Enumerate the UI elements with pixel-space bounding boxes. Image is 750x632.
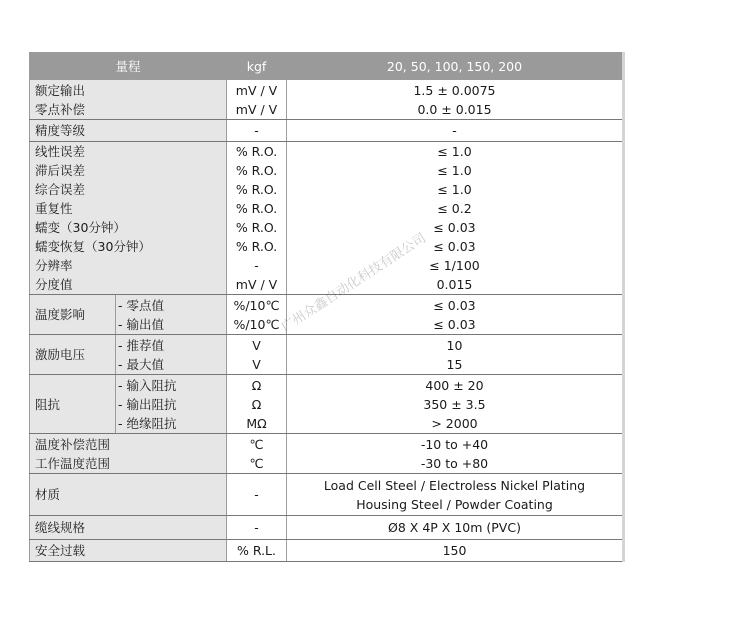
unit-input-impedance: Ω xyxy=(251,377,262,393)
unit-zero-balance: mV / V xyxy=(235,101,278,117)
row-cable xyxy=(30,516,624,540)
label-accuracy: 精度等级 xyxy=(30,120,227,142)
row-excitation xyxy=(30,335,624,375)
label-linearity: 线性误差 xyxy=(35,144,86,159)
value-input-impedance: 400 ± 20 xyxy=(425,377,484,393)
label-rated-output: 额定输出 xyxy=(35,82,86,98)
value-zero-balance: 0.0 ± 0.015 xyxy=(417,101,492,117)
unit-temp-effect xyxy=(227,295,287,335)
row-material xyxy=(30,474,624,516)
row-impedance xyxy=(30,375,624,434)
label-creep-recovery: 蠕变恢复（30分钟） xyxy=(35,239,151,254)
sub-zero-value: - 零点值 xyxy=(118,297,164,313)
header-range: 量程 xyxy=(30,53,227,80)
unit-creep-recovery: % R.O. xyxy=(235,239,278,254)
value-output xyxy=(287,80,624,120)
row-temp-effect xyxy=(30,295,624,335)
label-cable: 缆线规格 xyxy=(30,516,227,540)
unit-temp-zero: %/10℃ xyxy=(233,297,280,313)
value-repeatability: ≤ 0.2 xyxy=(437,201,472,216)
header-row xyxy=(30,53,624,80)
spec-table xyxy=(29,52,625,562)
unit-linearity: % R.O. xyxy=(235,144,278,159)
value-rated-output: 1.5 ± 0.0075 xyxy=(413,82,496,98)
unit-maximum: V xyxy=(252,356,261,372)
value-maximum: 15 xyxy=(446,356,463,372)
unit-cable: - xyxy=(227,516,287,540)
value-operating-range: -30 to +80 xyxy=(420,455,489,471)
label-operating-range: 工作温度范围 xyxy=(35,455,111,471)
value-temp-output: ≤ 0.03 xyxy=(433,316,476,332)
value-recommended: 10 xyxy=(446,337,463,353)
label-combined-error: 综合误差 xyxy=(35,182,86,197)
value-compensated-range: -10 to +40 xyxy=(420,436,489,452)
sub-maximum: - 最大值 xyxy=(118,356,164,372)
sub-recommended: - 推荐值 xyxy=(118,337,164,353)
unit-material: - xyxy=(227,474,287,516)
value-insulation-impedance: > 2000 xyxy=(431,415,478,431)
unit-output xyxy=(227,80,287,120)
unit-output-impedance: Ω xyxy=(251,396,262,412)
unit-insulation-impedance: MΩ xyxy=(246,415,267,431)
value-resolution: ≤ 1/100 xyxy=(429,258,480,273)
header-value: 20, 50, 100, 150, 200 xyxy=(287,53,624,80)
value-impedance xyxy=(287,375,624,434)
value-temp-zero: ≤ 0.03 xyxy=(433,297,476,313)
label-division: 分度值 xyxy=(35,277,73,292)
value-material xyxy=(287,474,624,516)
value-combined-error: ≤ 1.0 xyxy=(437,182,472,197)
label-resolution: 分辨率 xyxy=(35,258,73,273)
value-temp-range xyxy=(287,434,624,474)
sub-impedance xyxy=(116,375,227,434)
unit-compensated-range: ℃ xyxy=(249,436,264,452)
row-errors xyxy=(30,142,624,295)
label-impedance: 阻抗 xyxy=(30,375,116,434)
label-creep: 蠕变（30分钟） xyxy=(35,220,126,235)
param-temp-range xyxy=(30,434,227,474)
value-accuracy: - xyxy=(287,120,624,142)
value-division: 0.015 xyxy=(436,277,473,292)
unit-operating-range: ℃ xyxy=(249,455,264,471)
value-hysteresis: ≤ 1.0 xyxy=(437,163,472,178)
unit-accuracy: - xyxy=(227,120,287,142)
unit-division: mV / V xyxy=(235,277,278,292)
unit-creep: % R.O. xyxy=(235,220,278,235)
unit-hysteresis: % R.O. xyxy=(235,163,278,178)
watermark-text: 广州众鑫自动化科技有限公司 xyxy=(279,230,429,336)
label-hysteresis: 滞后误差 xyxy=(35,163,86,178)
unit-resolution: - xyxy=(254,258,259,273)
value-material-load-cell: Load Cell Steel / Electroless Nickel Plating xyxy=(323,477,586,493)
sub-output-impedance: - 输出阻抗 xyxy=(118,396,177,412)
value-linearity: ≤ 1.0 xyxy=(437,144,472,159)
sub-output-value: - 输出值 xyxy=(118,316,164,332)
label-repeatability: 重复性 xyxy=(35,201,73,216)
row-accuracy xyxy=(30,120,624,142)
unit-errors xyxy=(227,142,287,295)
param-errors xyxy=(30,142,227,295)
unit-temp-output: %/10℃ xyxy=(233,316,280,332)
row-overload xyxy=(30,540,624,562)
row-output xyxy=(30,80,624,120)
label-compensated-range: 温度补偿范围 xyxy=(35,436,111,452)
unit-impedance xyxy=(227,375,287,434)
label-material: 材质 xyxy=(30,474,227,516)
value-excitation xyxy=(287,335,624,375)
value-output-impedance: 350 ± 3.5 xyxy=(423,396,486,412)
label-temp-effect: 温度影响 xyxy=(30,295,116,335)
unit-rated-output: mV / V xyxy=(235,82,278,98)
unit-combined-error: % R.O. xyxy=(235,182,278,197)
sub-temp-effect xyxy=(116,295,227,335)
unit-excitation xyxy=(227,335,287,375)
unit-temp-range xyxy=(227,434,287,474)
value-errors xyxy=(287,142,624,295)
unit-repeatability: % R.O. xyxy=(235,201,278,216)
header-unit: kgf xyxy=(227,53,287,80)
value-overload: 150 xyxy=(287,540,624,562)
label-overload: 安全过载 xyxy=(30,540,227,562)
sub-input-impedance: - 输入阻抗 xyxy=(118,377,177,393)
param-output xyxy=(30,80,227,120)
sub-insulation-impedance: - 绝缘阻抗 xyxy=(118,415,177,431)
value-cable: Ø8 X 4P X 10m (PVC) xyxy=(287,516,624,540)
value-creep: ≤ 0.03 xyxy=(433,220,476,235)
label-zero-balance: 零点补偿 xyxy=(35,101,86,117)
unit-recommended: V xyxy=(252,337,261,353)
sub-excitation xyxy=(116,335,227,375)
unit-overload: % R.L. xyxy=(227,540,287,562)
value-temp-effect xyxy=(287,295,624,335)
row-temp-range xyxy=(30,434,624,474)
value-creep-recovery: ≤ 0.03 xyxy=(433,239,476,254)
value-material-housing: Housing Steel / Powder Coating xyxy=(356,496,553,512)
label-excitation: 激励电压 xyxy=(30,335,116,375)
